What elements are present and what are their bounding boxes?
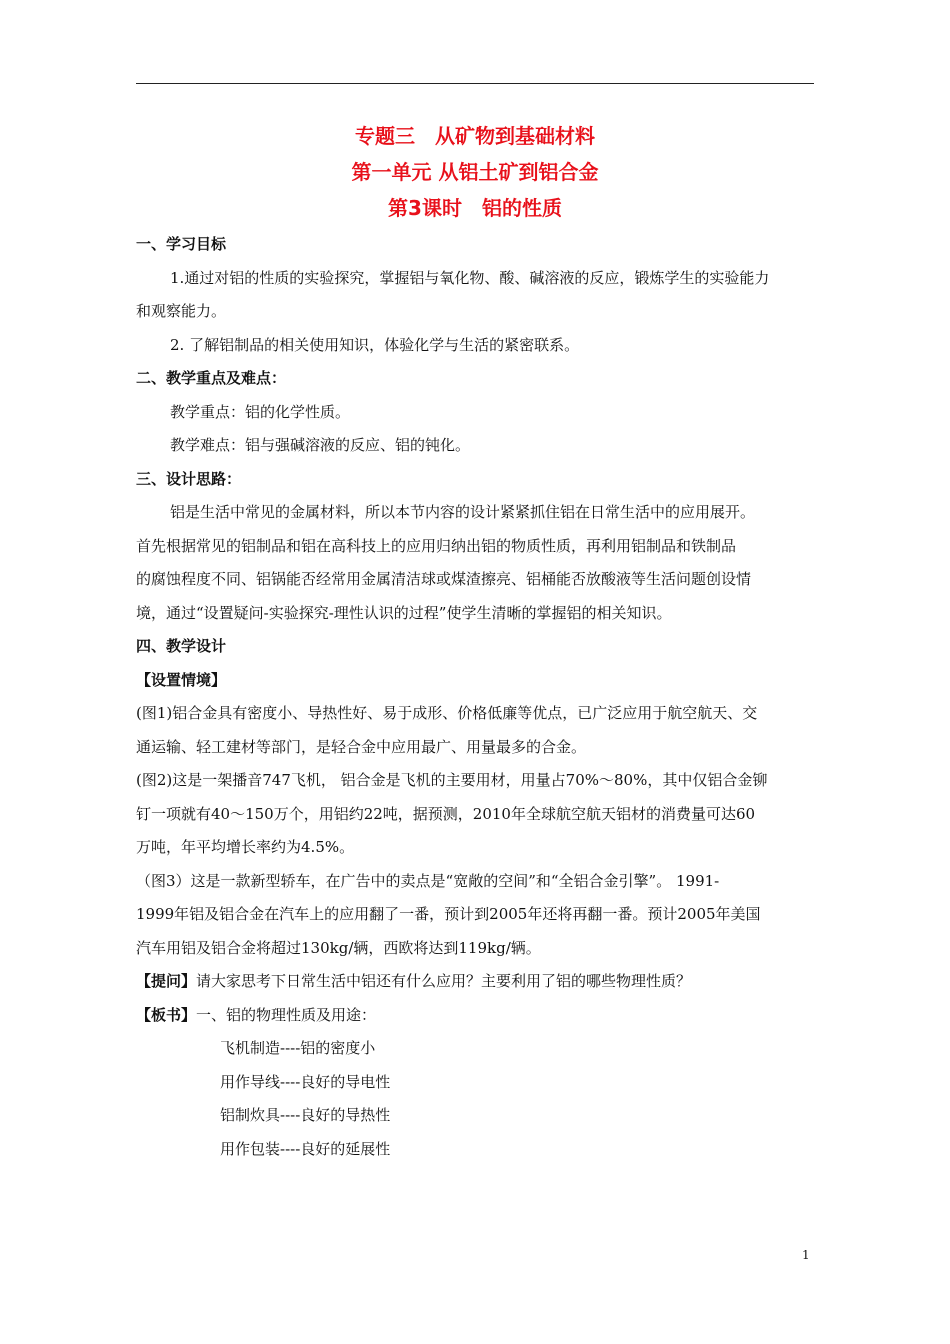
title-block [136,118,814,226]
figure-2-line-3: 万吨，年平均增长率约为4.5%。 [136,838,355,856]
figure-2-line-2: 钉一项就有40～150万个，用铝约22吨，据预测，2010年全球航空航天铝材的消费量可达60 [136,804,756,823]
document-body [136,228,814,1166]
lesson-title: 第3课时 铝的性质 [388,196,562,220]
difficult-point: 教学难点：铝与强碱溶液的反应、铝的钝化。 [170,436,471,454]
figure-3-line-2: 1999年铝及铝合金在汽车上的应用翻了一番，预计到2005年还将再翻一番。预计2005年美国 [136,905,761,923]
board-text: 一、铝的物理性质及用途： [196,1005,377,1024]
figure-3-line-3: 汽车用铝及铝合金将超过130kg/辆，西欧将达到119kg/辆。 [136,938,541,957]
question-text: 请大家思考下日常生活中铝还有什么应用？主要利用了铝的哪些物理性质？ [196,972,692,990]
objective-1-line-2: 和观察能力。 [136,302,227,320]
design-line-2: 首先根据常见的铝制品和铝在高科技上的应用归纳出铝的物质性质，再利用铝制品和铁制品 [136,536,737,555]
objective-1-line-1: 1.通过对铝的性质的实验探究，掌握铝与氧化物、酸、碱溶液的反应，锻炼学生的实验能力 [170,268,770,287]
unit-title: 第一单元 从铝土矿到铝合金 [351,160,599,184]
use-item: 飞机制造----铝的密度小 [220,1039,376,1057]
question-line [136,965,814,999]
design-line-3: 的腐蚀程度不同、铝锅能否经常用金属清洁球或煤渣擦亮、铝桶能否放酸液等生活问题创设情 [136,570,752,588]
scene-tag: 【设置情境】 [136,670,227,689]
section-heading-teaching-design: 四、教学设计 [136,637,227,655]
objective-2: 2. 了解铝制品的相关使用知识，体验化学与生活的紧密联系。 [170,335,580,354]
figure-1-line-1: (图1)铝合金具有密度小、导热性好、易于成形、价格低廉等优点，已广泛应用于航空航天、交 [136,704,758,722]
design-line-1: 铝是生活中常见的金属材料，所以本节内容的设计紧紧抓住铝在日常生活中的应用展开。 [170,503,756,521]
board-tag: 【板书】 [136,1005,197,1024]
key-point: 教学重点：铝的化学性质。 [170,402,351,421]
figure-1-line-2: 通运输、轻工建材等部门，是轻合金中应用最广、用量最多的合金。 [136,737,587,756]
figure-2-line-1: (图2)这是一架播音747飞机， 铝合金是飞机的主要用材，用量占70%～80%，其中仅铝合金铆 [136,771,768,789]
topic-title: 专题三 从矿物到基础材料 [355,124,595,148]
use-item: 铝制炊具----良好的导热性 [220,1106,391,1124]
use-item: 用作导线----良好的导电性 [220,1072,391,1091]
page-number: 1 [802,1248,810,1262]
header-rule [136,83,814,84]
section-heading-objectives: 一、学习目标 [136,235,227,253]
use-item: 用作包装----良好的延展性 [220,1139,391,1158]
board-line [136,999,814,1033]
section-heading-key-points: 二、教学重点及难点： [136,369,287,387]
design-line-4: 境，通过“设置疑问-实验探究-理性认识的过程”使学生清晰的掌握铝的相关知识。 [136,603,672,622]
figure-3-line-1: （图3）这是一款新型轿车，在广告中的卖点是“宽敞的空间”和“全铝合金引擎”。 1991- [136,871,720,890]
question-tag: 【提问】 [136,972,197,990]
section-heading-design: 三、设计思路： [136,469,242,488]
